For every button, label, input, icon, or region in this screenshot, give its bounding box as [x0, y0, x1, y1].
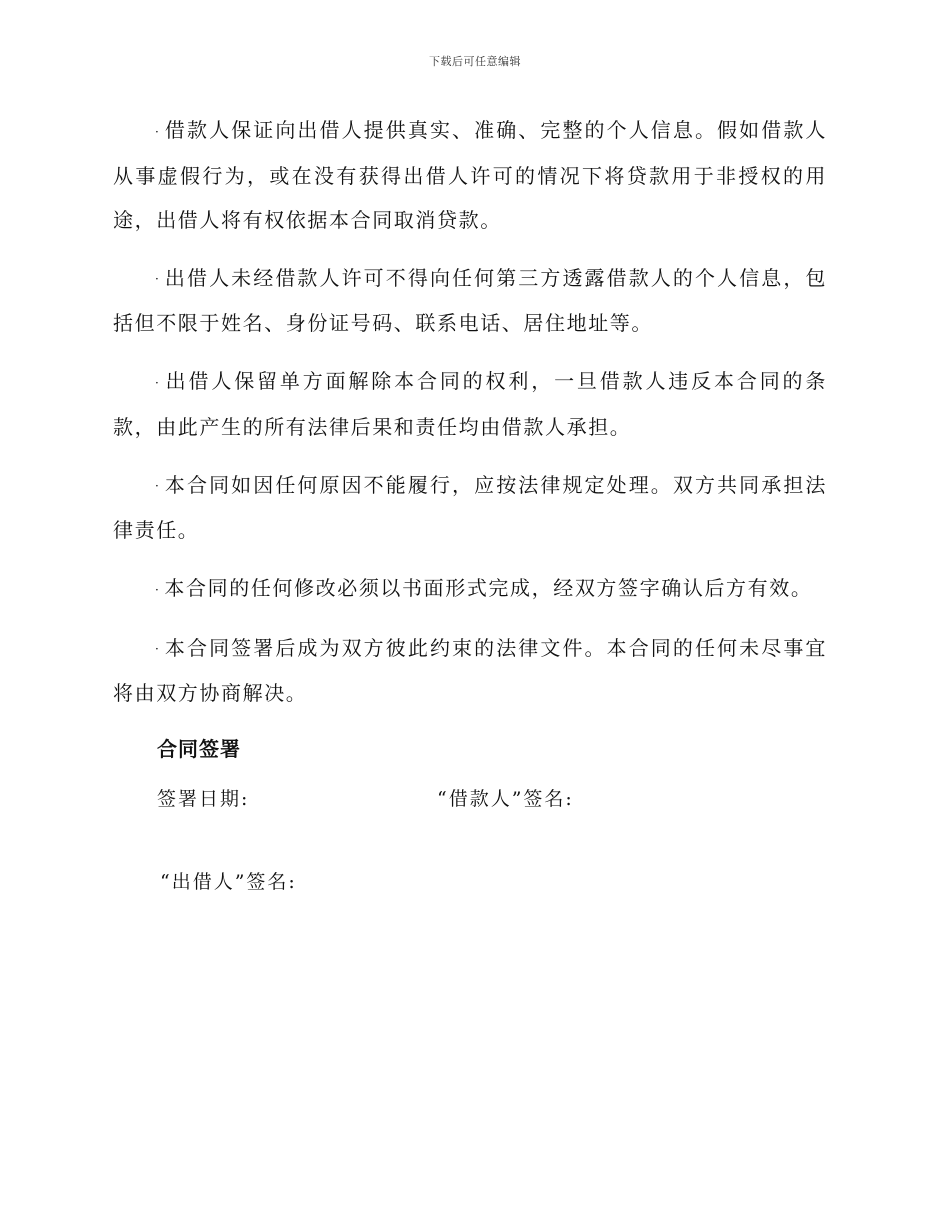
lender-signature-label: “出借人”签名:	[160, 871, 297, 893]
clause-5	[113, 566, 827, 612]
page-header-note: 下载后可任意编辑	[429, 55, 521, 68]
bullet-dot: ·	[155, 375, 161, 390]
clause-1	[113, 108, 827, 242]
clause-text: 出借人未经借款人许可不得向任何第三方透露借款人的个人信息，包括但不限于姓名、身份证号码、联系电话、居住地址等。	[113, 265, 827, 335]
clause-3	[113, 359, 827, 449]
document-body	[113, 108, 827, 821]
clause-2	[113, 256, 827, 346]
borrower-signature-label: “借款人”签名:	[437, 788, 574, 810]
signature-row	[113, 777, 827, 821]
clause-text: 出借人保留单方面解除本合同的权利，一旦借款人违反本合同的条款，由此产生的所有法律后果和责任均由借款人承担。	[113, 369, 827, 439]
clause-text: 本合同如因任何原因不能履行，应按法律规定处理。双方共同承担法律责任。	[113, 472, 827, 542]
bullet-dot: ·	[155, 479, 161, 493]
bullet-dot: ·	[155, 642, 161, 656]
bullet-dot: ·	[155, 124, 161, 139]
clause-4	[113, 463, 827, 553]
clause-text: 本合同的任何修改必须以书面形式完成，经双方签字确认后方有效。	[164, 576, 813, 600]
clause-text: 借款人保证向出借人提供真实、准确、完整的个人信息。假如借款人从事虚假行为，或在没有获得出借人许可的情况下将贷款用于非授权的用途，出借人将有权依据本合同取消贷款。	[113, 118, 827, 232]
clause-text: 本合同签署后成为双方彼此约束的法律文件。本合同的任何未尽事宜将由双方协商解决。	[113, 635, 827, 705]
signature-section-title: 合同签署	[157, 737, 241, 761]
bullet-dot: ·	[155, 272, 161, 286]
signing-date-label: 签署日期:	[157, 788, 250, 810]
clause-6	[113, 626, 827, 716]
bullet-dot: ·	[155, 582, 161, 597]
